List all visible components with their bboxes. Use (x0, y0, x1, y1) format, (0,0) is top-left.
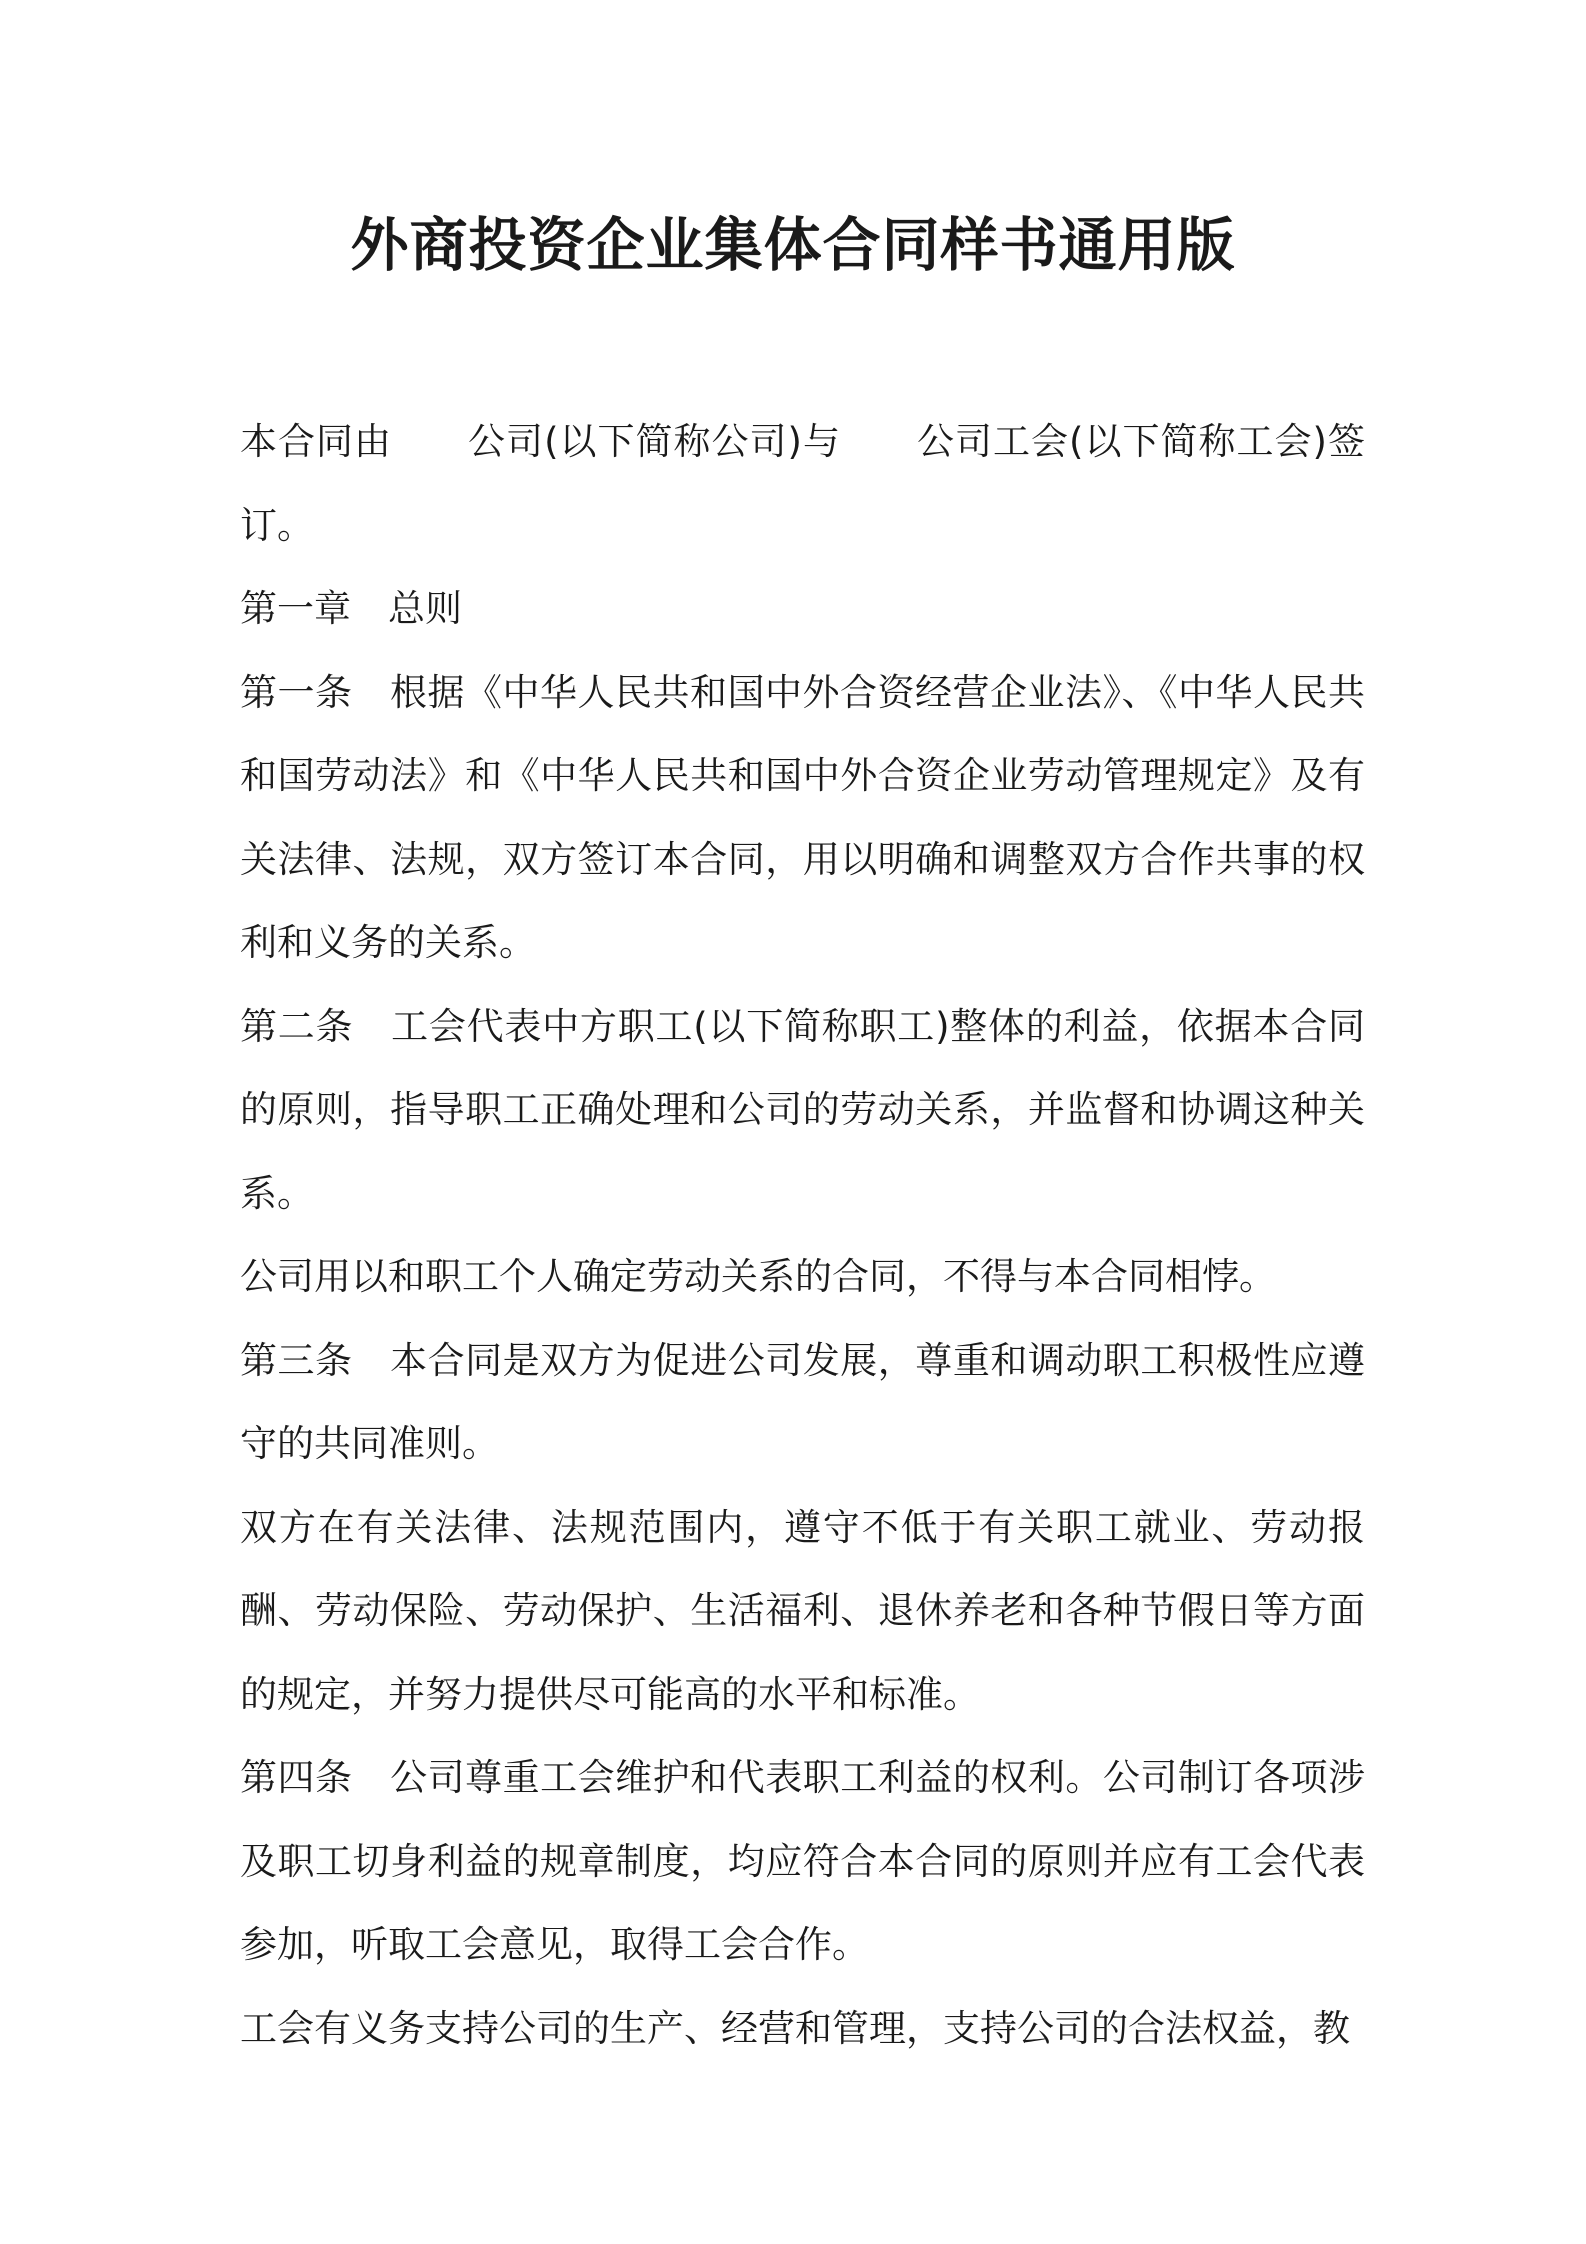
document-title: 外商投资企业集体合同样书通用版 (350, 211, 1236, 279)
article-4: 第四条 公司尊重工会维护和代表职工利益的权利。公司制订各项涉及职工切身利益的规章制度，均应符合本合同的原则并应有工会代表参加，听取工会意见，取得工会合作。 (240, 1756, 1365, 1966)
paragraph-preamble: 本合同由 公司(以下简称公司)与 公司工会(以下简称工会)签订。 (240, 420, 1365, 547)
article-2-clause: 公司用以和职工个人确定劳动关系的合同，不得与本合同相悖。 (240, 1255, 1276, 1298)
article-3-clause: 双方在有关法律、法规范围内，遵守不低于有关职工就业、劳动报酬、劳动保险、劳动保护、生活福利、退休养老和各种节假日等方面的规定，并努力提供尽可能高的水平和标准。 (240, 1505, 1365, 1716)
article-3: 第三条 本合同是双方为促进公司发展，尊重和调动职工积极性应遵守的共同准则。 (240, 1338, 1365, 1465)
chapter-heading: 第一章 总则 (240, 587, 462, 630)
article-1: 第一条 根据《中华人民共和国中外合资经营企业法》、《中华人民共和国劳动法》和《中华人民共和国中外合资企业劳动管理规定》及有关法律、法规，双方签订本合同，用以明确和调整双方合作共事的权利和义务的关系。 (240, 670, 1365, 964)
article-2: 第二条 工会代表中方职工(以下简称职工)整体的利益，依据本合同的原则，指导职工正确处理和公司的劳动关系，并监督和协调这种关系。 (240, 1004, 1365, 1215)
article-4-clause: 工会有义务支持公司的生产、经营和管理，支持公司的合法权益，教 (240, 2006, 1350, 2050)
document-body (240, 400, 1365, 2070)
